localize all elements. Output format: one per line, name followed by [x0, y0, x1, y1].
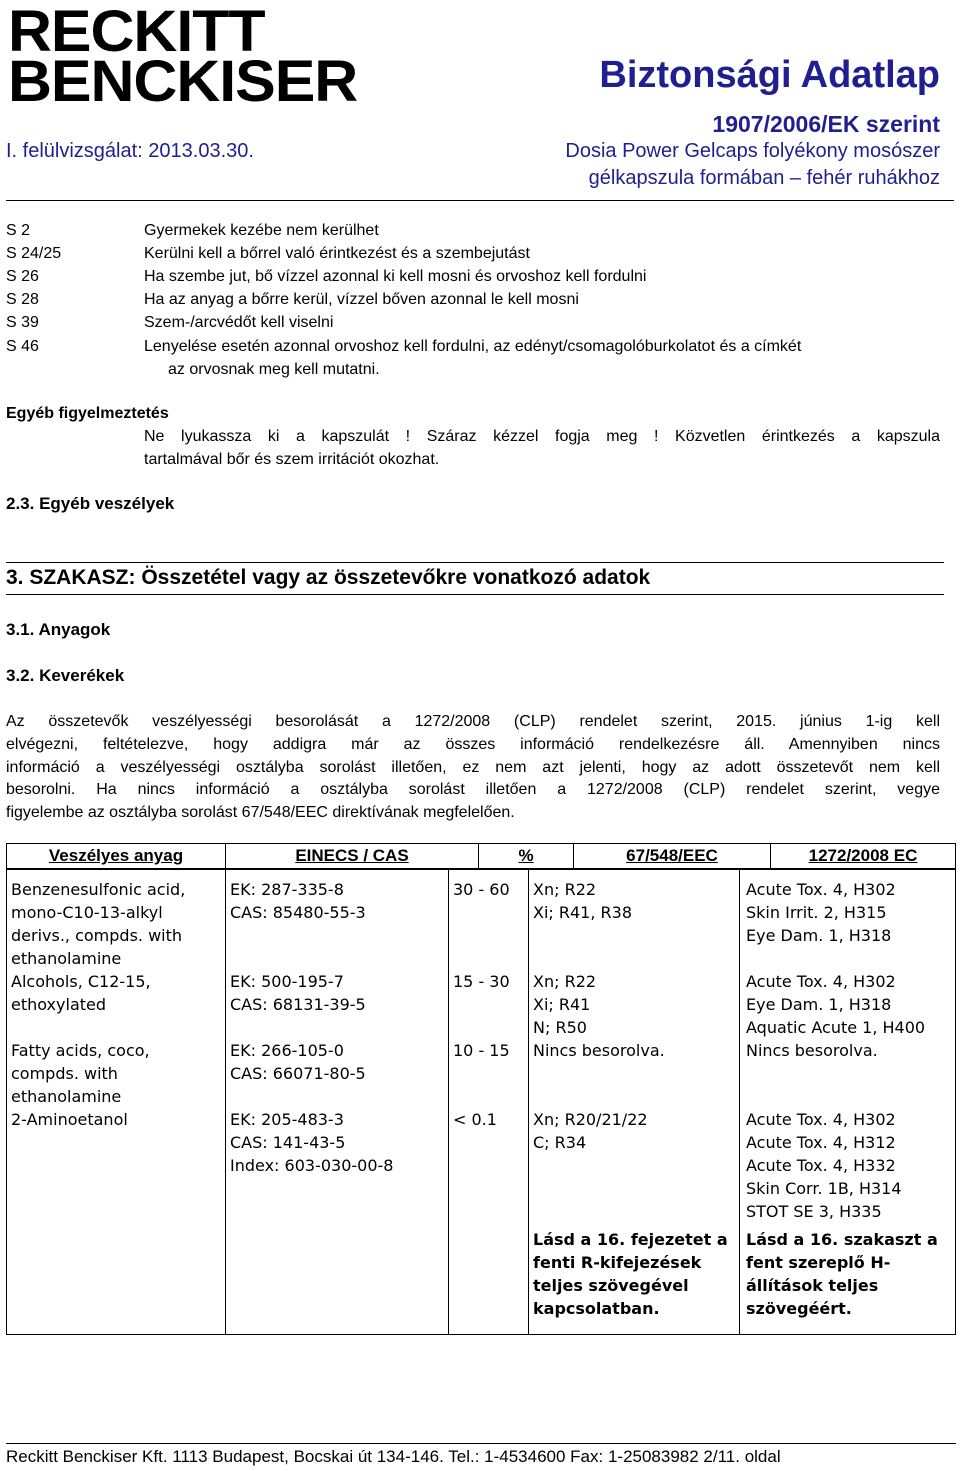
- s-phrase-code: S 2: [6, 222, 31, 239]
- table-cell: 30 - 60: [453, 880, 510, 899]
- company-logo: [8, 0, 358, 114]
- logo-line-2: BENCKISER: [8, 49, 358, 114]
- column-einecs-cas: [226, 870, 449, 1334]
- table-cell: Xi; R41: [533, 995, 591, 1014]
- table-cell: Nincs besorolva.: [533, 1041, 665, 1060]
- other-warning-line2: tartalmával bőr és szem irritációt okozhat.: [144, 451, 440, 468]
- table-cell: Skin Corr. 1B, H314: [746, 1179, 902, 1198]
- paragraph-line: elvégezni, feltételezve, hogy addigra már az összes információ rendelkezésre áll. Amennyiben nincs: [6, 736, 940, 753]
- s-phrase-text: Szem-/arcvédőt kell viselni: [144, 314, 334, 331]
- table-cell: 10 - 15: [453, 1041, 510, 1060]
- table-cell: Benzenesulfonic acid,: [11, 880, 186, 899]
- paragraph-line: információ a veszélyességi osztályba sorolást illetően, ez nem azt jelenti, hogy az adott összetevőt nem kell: [6, 759, 940, 776]
- table-cell: EK: 287-335-8: [230, 880, 344, 899]
- other-warning-heading: Egyéb figyelmeztetés: [6, 405, 169, 422]
- table-cell: Acute Tox. 4, H312: [746, 1133, 896, 1152]
- page-footer: Reckitt Benckiser Kft. 1113 Budapest, Bocskai út 134-146. Tel.: 1-4534600 Fax: 1-25083982 2/11. oldal: [6, 1447, 781, 1466]
- footer-divider: [6, 1443, 956, 1444]
- table-cell: Lásd a 16. szakaszt a: [746, 1230, 938, 1249]
- table-cell: Alcohols, C12-15,: [11, 972, 151, 991]
- paragraph-line: figyelembe az osztályba sorolást 67/548/EEC direktívának megfelelően.: [6, 804, 515, 821]
- table-cell: Xn; R22: [533, 880, 597, 899]
- s-phrase-code: S 39: [6, 314, 39, 331]
- header-substance: Veszélyes anyag: [7, 844, 226, 869]
- table-cell: CAS: 68131-39-5: [230, 995, 366, 1014]
- table-cell: < 0.1: [453, 1110, 497, 1129]
- table-cell: Acute Tox. 4, H302: [746, 1110, 896, 1129]
- table-cell: szövegéért.: [746, 1299, 852, 1318]
- table-cell: EK: 266-105-0: [230, 1041, 344, 1060]
- document-title: Biztonsági Adatlap: [599, 54, 940, 96]
- table-cell: 15 - 30: [453, 972, 510, 991]
- s-phrase-text: Ha szembe jut, bő vízzel azonnal ki kell mosni és orvoshoz kell fordulni: [144, 268, 647, 285]
- header-percent: %: [479, 844, 574, 869]
- table-cell: compds. with: [11, 1064, 118, 1083]
- table-cell: állítások teljes: [746, 1276, 879, 1295]
- section-3-heading: 3. SZAKASZ: Összetétel vagy az összetevőkre vonatkozó adatok: [6, 566, 651, 589]
- s-phrase-code: S 24/25: [6, 245, 62, 262]
- table-cell: derivs., compds. with: [11, 926, 183, 945]
- s-phrase-text: Lenyelése esetén azonnal orvoshoz kell fordulni, az edényt/csomagolóburkolatot és a címkét: [144, 338, 802, 355]
- table-cell: EK: 500-195-7: [230, 972, 344, 991]
- table-cell: C; R34: [533, 1133, 587, 1152]
- paragraph-line: Az összetevők veszélyességi besorolását a 1272/2008 (CLP) rendelet szerint, 2015. június 1-ig kell: [6, 713, 940, 730]
- section-3-bottom-rule: [6, 594, 944, 595]
- table-cell: Lásd a 16. fejezetet a: [533, 1230, 728, 1249]
- table-cell: CAS: 141-43-5: [230, 1133, 346, 1152]
- table-cell: fent szereplő H-: [746, 1253, 891, 1272]
- column-substance: [7, 870, 226, 1334]
- header-einecs-cas: EINECS / CAS: [226, 844, 479, 869]
- column-67-548-eec: [529, 870, 740, 1334]
- table-cell: EK: 205-483-3: [230, 1110, 344, 1129]
- table-cell: Aquatic Acute 1, H400: [746, 1018, 926, 1037]
- table-cell: fenti R-kifejezések: [533, 1253, 702, 1272]
- table-cell: Acute Tox. 4, H302: [746, 972, 896, 991]
- product-name-line2: gélkapszula formában – fehér ruhákhoz: [588, 167, 940, 189]
- paragraph-line: besorolni. Ha nincs információ a osztályba sorolást illetően a 1272/2008 (CLP) rendelet szerint, vegye: [6, 781, 940, 798]
- table-cell: Fatty acids, coco,: [11, 1041, 150, 1060]
- table-cell: Acute Tox. 4, H332: [746, 1156, 896, 1175]
- table-cell: Xn; R22: [533, 972, 597, 991]
- table-cell: teljes szövegével: [533, 1276, 689, 1295]
- table-cell: CAS: 85480-55-3: [230, 903, 366, 922]
- regulation-label: 1907/2006/EK szerint: [712, 111, 940, 137]
- s-phrase-code: S 46: [6, 338, 39, 355]
- table-cell: ethanolamine: [11, 949, 122, 968]
- section-3-2-heading: 3.2. Keverékek: [6, 666, 125, 685]
- table-cell: Xn; R20/21/22: [533, 1110, 648, 1129]
- header-67-548-eec: 67/548/EEC: [574, 844, 771, 869]
- table-cell: Xi; R41, R38: [533, 903, 633, 922]
- table-cell: Acute Tox. 4, H302: [746, 880, 896, 899]
- column-percent: [449, 870, 529, 1334]
- table-cell: STOT SE 3, H335: [746, 1202, 882, 1221]
- s-phrase-text: Ha az anyag a bőrre kerül, vízzel bőven azonnal le kell mosni: [144, 291, 579, 308]
- table-cell: ethanolamine: [11, 1087, 122, 1106]
- table-cell: mono-C10-13-alkyl: [11, 903, 163, 922]
- table-header-row: [7, 844, 956, 869]
- table-cell: N; R50: [533, 1018, 587, 1037]
- table-cell: ethoxylated: [11, 995, 107, 1014]
- section-2-3-heading: 2.3. Egyéb veszélyek: [6, 494, 175, 513]
- logo-line-1: RECKITT: [8, 0, 265, 64]
- table-cell: Index: 603-030-00-8: [230, 1156, 394, 1175]
- s-phrase-code: S 26: [6, 268, 39, 285]
- table-body: [6, 869, 956, 1335]
- s-phrase-continuation: az orvosnak meg kell mutatni.: [168, 361, 380, 378]
- section-3-1-heading: 3.1. Anyagok: [6, 620, 111, 639]
- s-phrase-text: Kerülni kell a bőrrel való érintkezést és a szembejutást: [144, 245, 530, 262]
- hazardous-components-table: [6, 843, 956, 869]
- table-cell: Eye Dam. 1, H318: [746, 995, 892, 1014]
- s-phrase-code: S 28: [6, 291, 39, 308]
- s-phrase-text: Gyermekek kezébe nem kerülhet: [144, 222, 379, 239]
- table-cell: CAS: 66071-80-5: [230, 1064, 366, 1083]
- table-cell: 2-Aminoetanol: [11, 1110, 128, 1129]
- table-cell: Skin Irrit. 2, H315: [746, 903, 887, 922]
- revision-date: I. felülvizsgálat: 2013.03.30.: [6, 140, 254, 162]
- header-1272-2008-ec: 1272/2008 EC: [771, 844, 956, 869]
- column-1272-2008-ec: [740, 870, 955, 1334]
- table-cell: Eye Dam. 1, H318: [746, 926, 892, 945]
- header-divider: [6, 200, 954, 201]
- product-name-line1: Dosia Power Gelcaps folyékony mosószer: [565, 140, 940, 162]
- section-3-top-rule: [6, 562, 944, 563]
- other-warning-line1: Ne lyukassza ki a kapszulát ! Száraz kézzel fogja meg ! Közvetlen érintkezés a kapszula: [144, 428, 940, 445]
- table-cell: kapcsolatban.: [533, 1299, 660, 1318]
- table-cell: Nincs besorolva.: [746, 1041, 878, 1060]
